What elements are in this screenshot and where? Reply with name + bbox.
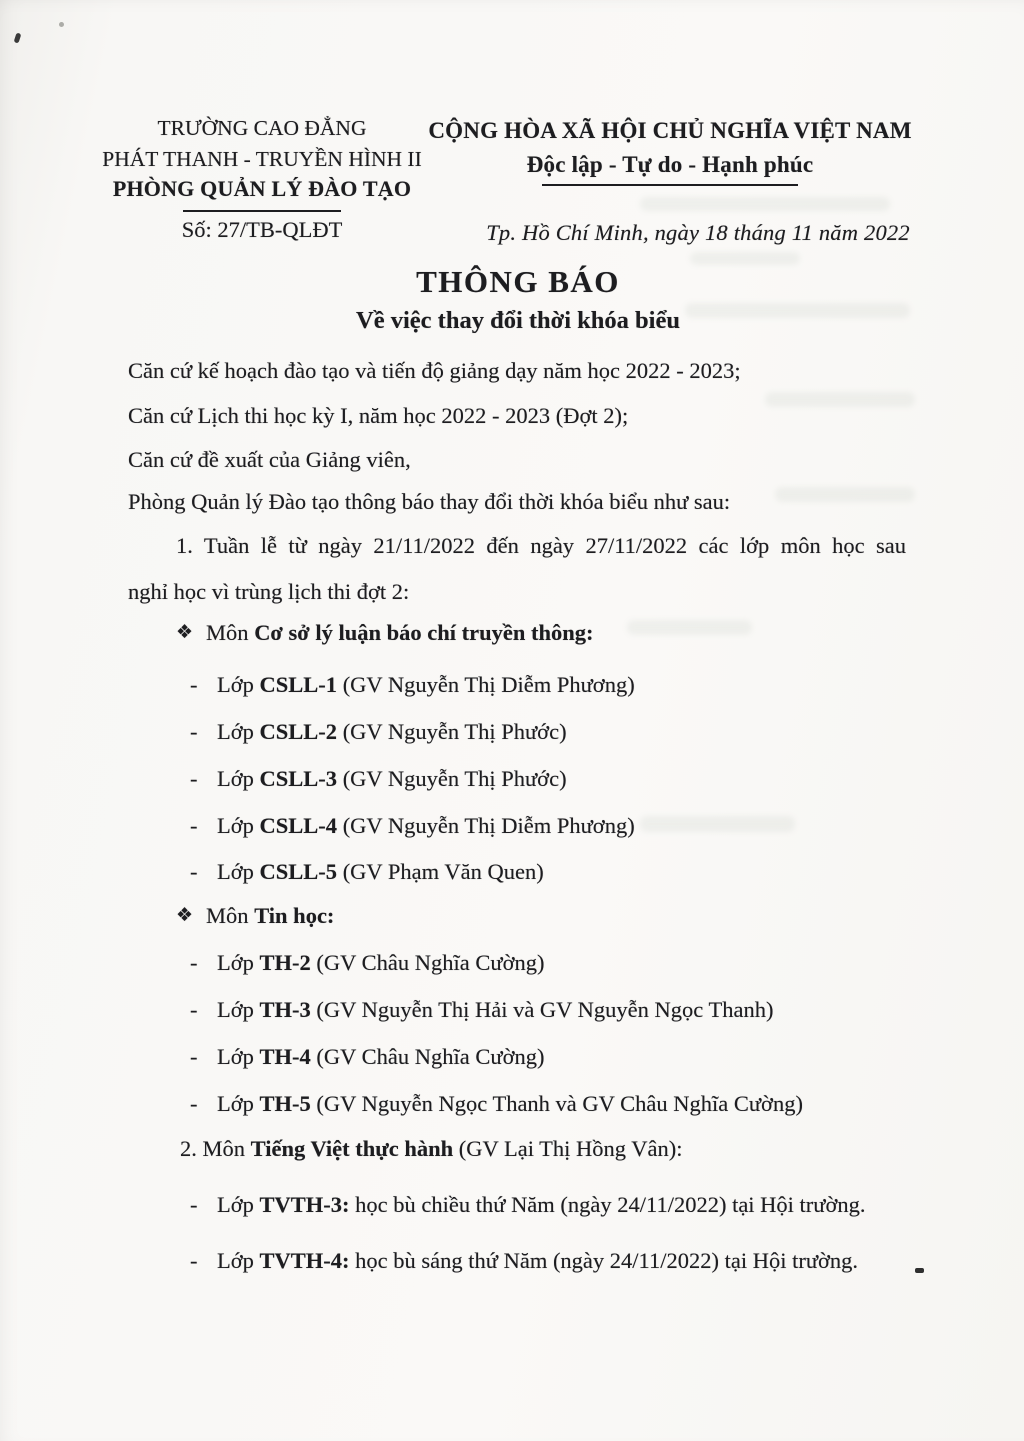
dash-marker: - xyxy=(190,1091,198,1116)
document-number: Số: 27/TB-QLĐT xyxy=(181,216,343,242)
class-teachers: (GV Phạm Văn Quen) xyxy=(337,859,544,884)
class-prefix: Lớp xyxy=(217,1248,260,1273)
bleedthrough-smudge xyxy=(627,620,752,635)
class-prefix: Lớp xyxy=(217,672,260,697)
dash-marker: - xyxy=(190,997,198,1022)
class-teachers: (GV Châu Nghĩa Cường) xyxy=(310,950,545,975)
class-prefix: Lớp xyxy=(217,1192,260,1217)
class-item-th-5 xyxy=(190,1089,803,1119)
intro-paragraph-1: Căn cứ kế hoạch đào tạo và tiến độ giảng dạy năm học 2022 - 2023; xyxy=(128,358,741,383)
subject-name: Tin học: xyxy=(254,903,335,928)
class-item-csll-1 xyxy=(190,670,635,700)
intro-paragraph-2: Căn cứ Lịch thi học kỳ I, năm học 2022 - 2023 (Đợt 2); xyxy=(128,403,629,428)
scan-speck xyxy=(14,32,22,43)
class-item-th-4 xyxy=(190,1042,544,1072)
class-prefix: Lớp xyxy=(217,997,260,1022)
bleedthrough-smudge xyxy=(775,487,915,502)
class-item-csll-4 xyxy=(190,811,635,841)
class-code: TH-5 xyxy=(259,1091,311,1116)
section1-heading-line1: 1. Tuần lễ từ ngày 21/11/2022 đến ngày 27/11/2022 các lớp môn học sau xyxy=(176,533,906,558)
dash-marker: - xyxy=(190,672,198,697)
class-code: TH-4 xyxy=(259,1044,311,1069)
diamond-bullet-icon: ❖ xyxy=(176,621,194,643)
dash-marker: - xyxy=(190,1192,198,1217)
class-code: TH-2 xyxy=(259,950,311,975)
class-code: CSLL-4 xyxy=(259,813,338,838)
dash-marker: - xyxy=(190,813,198,838)
section1-heading-line2: nghỉ học vì trùng lịch thi đợt 2: xyxy=(128,579,410,604)
document-title: THÔNG BÁO xyxy=(416,264,620,299)
org-department: PHÒNG QUẢN LÝ ĐÀO TẠO xyxy=(112,176,412,201)
section2-heading xyxy=(128,1134,683,1164)
class-item-tvth-3 xyxy=(190,1190,866,1220)
class-item-csll-5 xyxy=(190,857,544,887)
class-detail: học bù sáng thứ Năm (ngày 24/11/2022) tại Hội trường. xyxy=(349,1248,859,1273)
class-item-csll-3 xyxy=(190,764,567,794)
subject-prefix: Môn xyxy=(206,903,255,928)
class-code: TVTH-3: xyxy=(259,1192,350,1217)
class-teachers: (GV Nguyễn Thị Hải và GV Nguyễn Ngọc Thanh) xyxy=(310,997,774,1022)
motto-underline xyxy=(542,184,798,186)
org-name-line-2: PHÁT THANH - TRUYỀN HÌNH II xyxy=(102,146,422,171)
issuing-org-block xyxy=(88,113,436,245)
dash-marker: - xyxy=(190,859,198,884)
dash-marker: - xyxy=(190,1044,198,1069)
document-subtitle: Về việc thay đổi thời khóa biểu xyxy=(356,307,680,334)
class-detail: học bù chiều thứ Năm (ngày 24/11/2022) tại Hội trường. xyxy=(349,1192,866,1217)
scan-speck xyxy=(59,22,64,27)
class-prefix: Lớp xyxy=(217,719,260,744)
class-prefix: Lớp xyxy=(217,766,260,791)
class-code: CSLL-3 xyxy=(259,766,338,791)
national-motto: Độc lập - Tự do - Hạnh phúc xyxy=(526,152,814,177)
class-prefix: Lớp xyxy=(217,1091,260,1116)
intro-paragraph-3: Căn cứ đề xuất của Giảng viên, xyxy=(128,447,411,472)
intro-paragraph-4: Phòng Quản lý Đào tạo thông báo thay đổi thời khóa biểu như sau: xyxy=(128,489,731,514)
diamond-bullet-icon: ❖ xyxy=(176,904,194,926)
class-code: CSLL-1 xyxy=(259,672,338,697)
class-item-tvth-4 xyxy=(190,1246,858,1276)
class-code: TVTH-4: xyxy=(259,1248,350,1273)
class-prefix: Lớp xyxy=(217,813,260,838)
section2-prefix: 2. Môn xyxy=(180,1136,251,1161)
class-code: TH-3 xyxy=(259,997,311,1022)
class-code: CSLL-5 xyxy=(259,859,338,884)
subject-heading-csll xyxy=(176,618,594,649)
section2-subject: Tiếng Việt thực hành xyxy=(250,1136,454,1161)
class-prefix: Lớp xyxy=(217,950,260,975)
class-item-th-2 xyxy=(190,948,544,978)
bleedthrough-smudge xyxy=(640,816,795,832)
dash-marker: - xyxy=(190,1248,198,1273)
class-prefix: Lớp xyxy=(217,1044,260,1069)
dash-marker: - xyxy=(190,950,198,975)
class-item-th-3 xyxy=(190,995,773,1025)
class-item-csll-2 xyxy=(190,717,567,747)
national-title: CỘNG HÒA XÃ HỘI CHỦ NGHĨA VIỆT NAM xyxy=(428,118,912,143)
dash-marker: - xyxy=(190,719,198,744)
class-prefix: Lớp xyxy=(217,859,260,884)
bleedthrough-smudge xyxy=(765,392,915,407)
class-teachers: (GV Nguyễn Ngọc Thanh và GV Châu Nghĩa Cường) xyxy=(310,1091,803,1116)
subject-name: Cơ sở lý luận báo chí truyền thông: xyxy=(254,620,594,645)
class-teachers: (GV Nguyễn Thị Diễm Phương) xyxy=(337,813,635,838)
class-teachers: (GV Nguyễn Thị Diễm Phương) xyxy=(337,672,635,697)
scan-speck xyxy=(915,1268,924,1273)
subject-prefix: Môn xyxy=(206,620,255,645)
subject-heading-tin-hoc xyxy=(176,901,334,932)
class-teachers: (GV Nguyễn Thị Phước) xyxy=(337,766,567,791)
org-name-line-1: TRƯỜNG CAO ĐẲNG xyxy=(157,116,367,140)
org-underline xyxy=(183,210,341,212)
class-teachers: (GV Châu Nghĩa Cường) xyxy=(310,1044,545,1069)
section2-teacher: (GV Lại Thị Hồng Vân): xyxy=(453,1136,683,1161)
class-code: CSLL-2 xyxy=(259,719,338,744)
place-and-date: Tp. Hồ Chí Minh, ngày 18 tháng 11 năm 2022 xyxy=(486,220,910,245)
class-teachers: (GV Nguyễn Thị Phước) xyxy=(337,719,567,744)
dash-marker: - xyxy=(190,766,198,791)
national-header-block xyxy=(424,114,916,250)
